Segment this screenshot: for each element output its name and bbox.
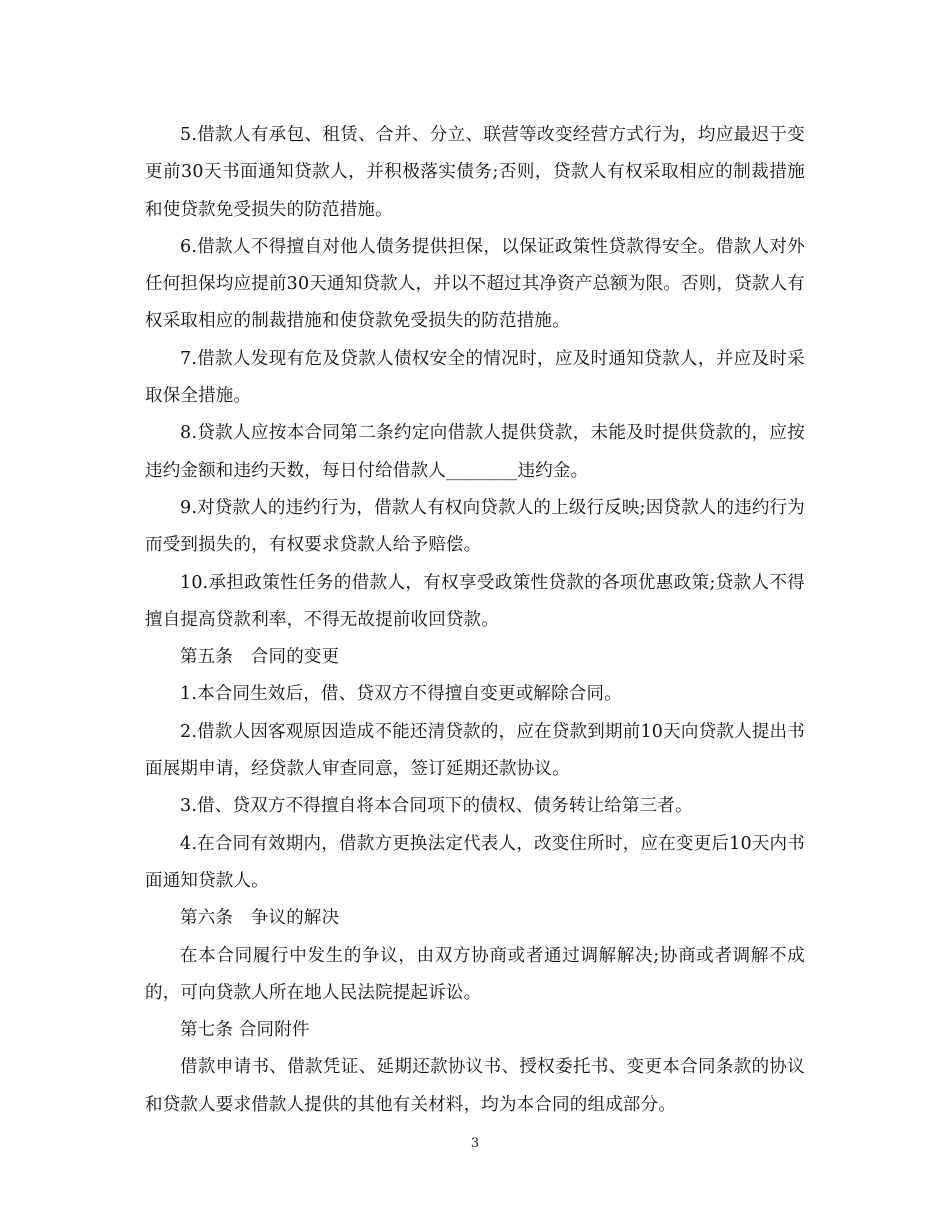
clause-paragraph: 6.借款人不得擅自对他人债务提供担保，以保证政策性贷款得安全。借款人对外任何担保均应提前30天通知贷款人，并以不超过其净资产总额为限。否则，贷款人有权采取相应的制裁措施和使贷款免受损失的防范措施。 bbox=[145, 236, 805, 332]
clause-paragraph: 3.借、贷双方不得擅自将本合同项下的债权、债务转让给第三者。 bbox=[180, 796, 693, 817]
clause-paragraph: 8.贷款人应按本合同第二条约定向借款人提供贷款，未能及时提供贷款的，应按违约金额和违约天数，每日付给借款人________违约金。 bbox=[145, 423, 805, 481]
clause-paragraph: 在本合同履行中发生的争议，由双方协商或者通过调解解决;协商或者调解不成的，可向贷款人所在地人民法院提起诉讼。 bbox=[145, 945, 805, 1003]
clause-paragraph: 10.承担政策性任务的借款人，有权享受政策性贷款的各项优惠政策;贷款人不得擅自提高贷款利率，不得无故提前收回贷款。 bbox=[145, 572, 805, 630]
clause-paragraph: 4.在合同有效期内，借款方更换法定代表人，改变住所时，应在变更后10天内书面通知贷款人。 bbox=[145, 833, 805, 891]
section-heading: 第五条 合同的变更 bbox=[180, 647, 340, 668]
clause-paragraph: 1.本合同生效后，借、贷双方不得擅自变更或解除合同。 bbox=[180, 684, 622, 705]
clause-paragraph: 5.借款人有承包、租赁、合并、分立、联营等改变经营方式行为，均应最迟于变更前30天书面通知贷款人，并积极落实债务;否则，贷款人有权采取相应的制裁措施和使贷款免受损失的防范措施。 bbox=[145, 125, 805, 220]
document-body bbox=[145, 117, 805, 1124]
clause-paragraph: 7.借款人发现有危及贷款人债权安全的情况时，应及时通知贷款人，并应及时采取保全措施。 bbox=[145, 348, 805, 407]
clause-paragraph: 借款申请书、借款凭证、延期还款协议书、授权委托书、变更本合同条款的协议和贷款人要求借款人提供的其他有关材料，均为本合同的组成部分。 bbox=[145, 1057, 805, 1115]
clause-paragraph: 2.借款人因客观原因造成不能还清贷款的，应在贷款到期前10天向贷款人提出书面展期申请，经贷款人审查同意，签订延期还款协议。 bbox=[145, 721, 805, 780]
page-number: 3 bbox=[470, 1136, 480, 1151]
section-heading: 第七条 合同附件 bbox=[180, 1020, 310, 1041]
section-heading: 第六条 争议的解决 bbox=[180, 908, 340, 929]
clause-paragraph: 9.对贷款人的违约行为，借款人有权向贷款人的上级行反映;因贷款人的违约行为而受到损失的，有权要求贷款人给予赔偿。 bbox=[145, 497, 805, 556]
